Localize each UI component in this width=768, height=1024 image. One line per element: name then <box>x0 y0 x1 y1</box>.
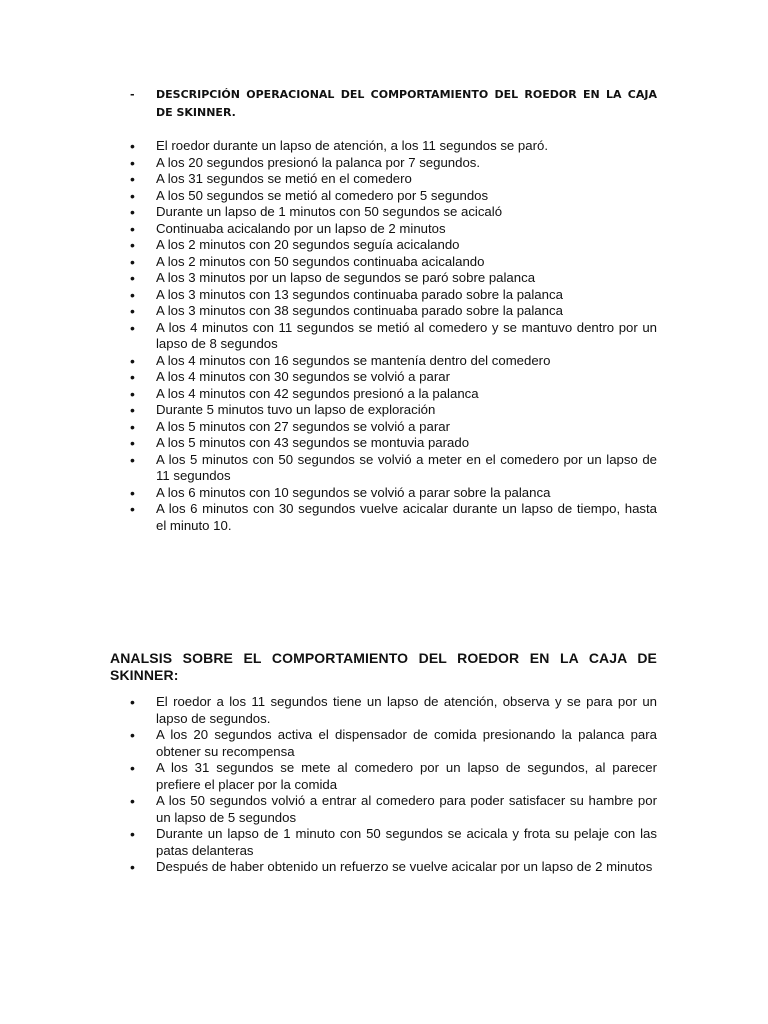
list-item-text: A los 2 minutos con 50 segundos continuaba acicalando <box>156 253 485 269</box>
list-item-text: A los 20 segundos activa el dispensador de comida presionando la palanca para obtener su recompensa <box>156 727 657 759</box>
bullet-icon: • <box>130 402 135 418</box>
list-item <box>130 204 657 221</box>
list-item <box>130 727 657 760</box>
bullet-icon: • <box>130 435 135 451</box>
list-item-text: El roedor durante un lapso de atención, a los 11 segundos se paró. <box>156 138 548 153</box>
list-item <box>130 188 657 205</box>
list-item-text: A los 31 segundos se mete al comedero por un lapso de segundos, al parecer prefiere el placer por la comida <box>156 760 657 792</box>
bullet-icon: • <box>130 760 135 776</box>
bullet-icon: • <box>130 352 135 369</box>
bullet-icon: • <box>130 418 135 435</box>
analysis-list <box>130 694 657 876</box>
list-item-text: A los 6 minutos con 10 segundos se volvió a parar sobre la palanca <box>156 484 551 500</box>
observation-list <box>130 138 657 534</box>
list-item-text: A los 3 minutos por un lapso de segundos se paró sobre palanca <box>156 270 536 285</box>
list-item <box>130 353 657 370</box>
section-1-heading <box>130 86 657 122</box>
bullet-icon: • <box>130 187 135 204</box>
list-item <box>130 452 657 485</box>
section-1-heading-text: DESCRIPCIÓN OPERACIONAL DEL COMPORTAMIENTO DEL ROEDOR EN LA CAJA DE SKINNER. <box>156 88 657 119</box>
list-item-text: A los 31 segundos se metió en el comedero <box>156 171 412 186</box>
bullet-icon: • <box>130 369 135 385</box>
bullet-icon: • <box>130 859 135 875</box>
list-item <box>130 254 657 271</box>
list-item-text: A los 4 minutos con 42 segundos presionó a la palanca <box>156 385 479 401</box>
list-item-text: A los 50 segundos volvió a entrar al comedero para poder satisfacer su hambre por un lapso de 5 segundos <box>156 793 657 825</box>
list-item <box>130 270 657 287</box>
list-item <box>130 419 657 436</box>
bullet-icon: • <box>130 204 135 220</box>
list-item-text: A los 3 minutos con 13 segundos continuaba parado sobre la palanca <box>156 286 563 302</box>
list-item-text: A los 3 minutos con 38 segundos continuaba parado sobre la palanca <box>156 303 563 318</box>
list-item <box>130 402 657 419</box>
list-item <box>130 221 657 238</box>
list-item-text: A los 4 minutos con 16 segundos se mantenía dentro del comedero <box>156 352 551 368</box>
list-item-text: A los 5 minutos con 50 segundos se volvió a meter en el comedero por un lapso de 11 segundos <box>156 451 657 483</box>
list-item-text: A los 5 minutos con 43 segundos se montuvia parado <box>156 435 470 450</box>
bullet-icon: • <box>130 793 135 809</box>
bullet-icon: • <box>130 727 135 743</box>
list-item-text: A los 5 minutos con 27 segundos se volvió a parar <box>156 418 450 434</box>
list-item <box>130 826 657 859</box>
bullet-icon: • <box>130 171 135 187</box>
list-item <box>130 501 657 534</box>
list-item-text: Continuaba acicalando por un lapso de 2 minutos <box>156 220 446 236</box>
list-item <box>130 287 657 304</box>
bullet-icon: • <box>130 138 135 154</box>
bullet-icon: • <box>130 319 135 336</box>
list-item-text: El roedor a los 11 segundos tiene un lapso de atención, observa y se para por un lapso de segundos. <box>156 694 657 726</box>
bullet-icon: • <box>130 484 135 501</box>
list-item <box>130 435 657 452</box>
list-item <box>130 171 657 188</box>
list-item <box>130 485 657 502</box>
bullet-icon: • <box>130 826 135 842</box>
bullet-icon: • <box>130 237 135 253</box>
list-item <box>130 369 657 386</box>
list-item <box>130 760 657 793</box>
list-item <box>130 859 657 876</box>
list-item-text: Después de haber obtenido un refuerzo se vuelve acicalar por un lapso de 2 minutos <box>156 859 653 874</box>
list-item-text: A los 4 minutos con 30 segundos se volvió a parar <box>156 369 450 384</box>
list-item-text: Durante 5 minutos tuvo un lapso de exploración <box>156 402 436 417</box>
list-item-text: Durante un lapso de 1 minutos con 50 segundos se acicaló <box>156 204 503 219</box>
list-item <box>130 237 657 254</box>
bullet-icon: • <box>130 451 135 468</box>
heading-dash: - <box>130 88 135 101</box>
list-item-text: A los 4 minutos con 11 segundos se metió al comedero y se mantuvo dentro por un lapso de 8 segundos <box>156 319 657 351</box>
list-item <box>130 303 657 320</box>
bullet-icon: • <box>130 501 135 517</box>
bullet-icon: • <box>130 253 135 270</box>
section-2-heading: ANALSIS SOBRE EL COMPORTAMIENTO DEL ROEDOR EN LA CAJA DE SKINNER: <box>110 650 657 683</box>
list-item-text: Durante un lapso de 1 minuto con 50 segundos se acicala y frota su pelaje con las patas delanteras <box>156 826 657 858</box>
list-item <box>130 138 657 155</box>
list-item <box>130 155 657 172</box>
list-item-text: A los 50 segundos se metió al comedero por 5 segundos <box>156 187 489 203</box>
bullet-icon: • <box>130 286 135 303</box>
bullet-icon: • <box>130 220 135 237</box>
list-item <box>130 320 657 353</box>
bullet-icon: • <box>130 270 135 286</box>
list-item-text: A los 20 segundos presionó la palanca por 7 segundos. <box>156 154 481 170</box>
bullet-icon: • <box>130 154 135 171</box>
bullet-icon: • <box>130 385 135 402</box>
list-item <box>130 793 657 826</box>
bullet-icon: • <box>130 303 135 319</box>
list-item-text: A los 6 minutos con 30 segundos vuelve acicalar durante un lapso de tiempo, hasta el minuto 10. <box>156 501 657 533</box>
bullet-icon: • <box>130 694 135 710</box>
list-item <box>130 694 657 727</box>
list-item-text: A los 2 minutos con 20 segundos seguía acicalando <box>156 237 460 252</box>
list-item <box>130 386 657 403</box>
